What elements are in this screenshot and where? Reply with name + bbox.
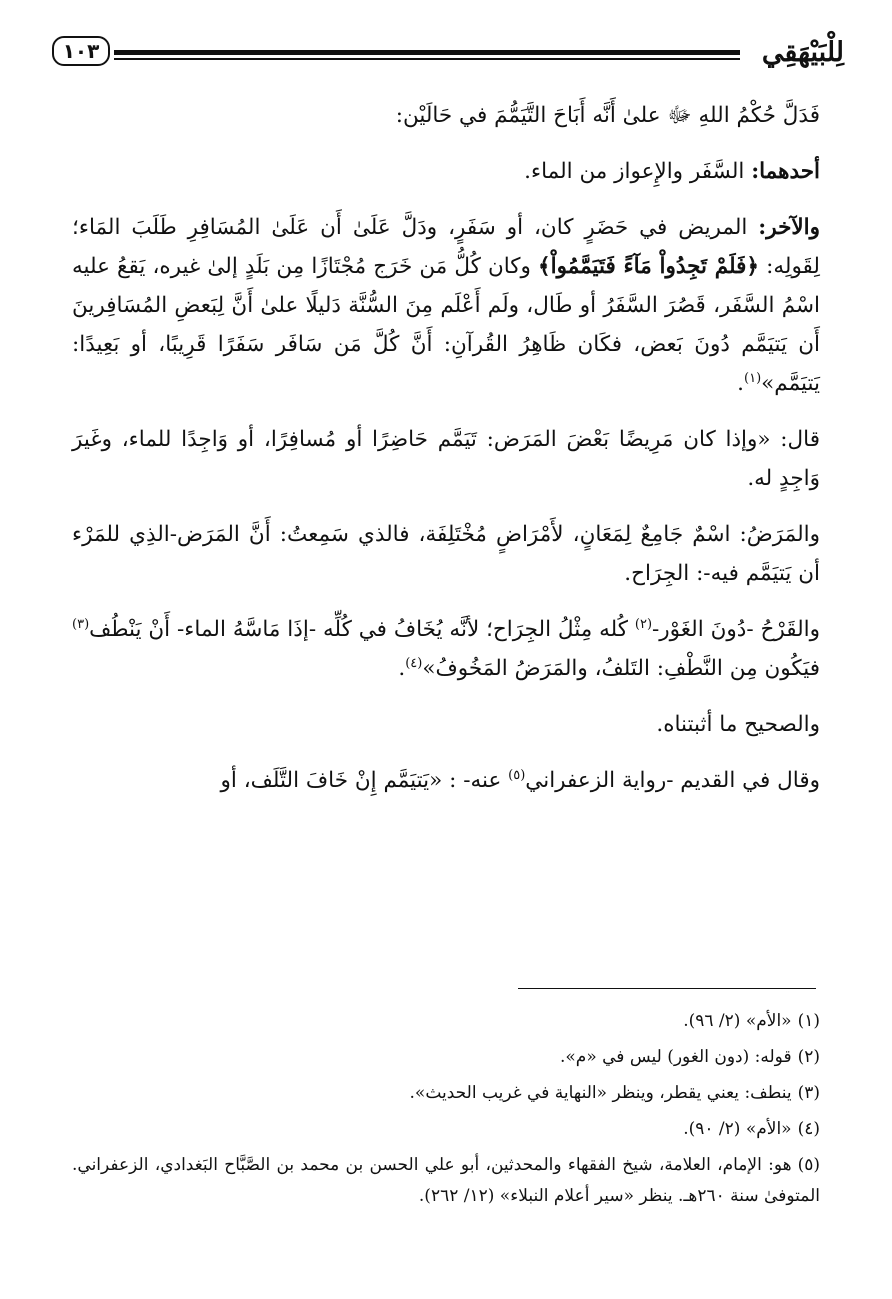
footnote-separator (518, 988, 816, 989)
paragraph-7 (72, 705, 820, 744)
paragraph-7-text: والصحيح ما أثبتناه. (656, 712, 820, 737)
paragraph-8-text-a: وقال في القديم -رواية الزعفراني (525, 768, 820, 793)
paragraph-4 (72, 420, 820, 498)
paragraph-6-text-a: والقَرْحُ -دُونَ الغَوْر- (652, 617, 820, 642)
header-rule-thick (114, 50, 740, 55)
footnote-1 (72, 1006, 820, 1037)
paragraph-2-lead: أحدهما: (751, 159, 820, 184)
footnotes (72, 1006, 820, 1217)
footnote-text: هو: الإمام، العلامة، شيخ الفقهاء والمحدثين، أبو علي الحسن بن محمد بن الصَّبَّاح البَغدادي، الزعفراني. المتوفىٰ سنة ٢٦٠هـ. ينظر «سير أعلام النبلاء» (١٢/ ٢٦٢). (72, 1155, 820, 1206)
paragraph-2-text: السَّفَر والإِعواز من الماء. (524, 159, 752, 184)
header-title: لِلْبَيْهَقِي (761, 37, 844, 68)
footnote-text: قوله: (دون الغور) ليس في «م». (559, 1047, 792, 1067)
header-rule (114, 50, 740, 60)
footnote-text: ينطف: يعني يقطر، وينظر «النهاية في غريب الحديث». (409, 1083, 792, 1103)
paragraph-3 (72, 208, 820, 403)
main-text (72, 96, 820, 817)
footnote-ref-2[interactable]: (٢) (634, 616, 653, 632)
footnote-3 (72, 1078, 820, 1109)
paragraph-2 (72, 152, 820, 191)
paragraph-6 (72, 610, 820, 688)
paragraph-8 (72, 761, 820, 800)
header-rule-thin (114, 58, 740, 60)
footnote-text: «الأم» (٢/ ٩٠). (683, 1119, 792, 1139)
footnote-5 (72, 1150, 820, 1212)
footnote-text: «الأم» (٢/ ٩٦). (683, 1011, 792, 1031)
footnote-2 (72, 1042, 820, 1073)
paragraph-8-text-b: عنه- : «يَتيَمَّم إِنْ خَافَ التَّلَف، أو (220, 768, 509, 793)
paragraph-1-text: فَدَلَّ حُكْمُ اللهِ ﷻ علىٰ أَنَّه أَبَاحَ التَّيَمُّمَ في حَالَيْن: (395, 103, 820, 128)
footnote-number: (٣) (797, 1083, 820, 1103)
paragraph-5 (72, 515, 820, 593)
paragraph-3-text-a: المريض في حَضَرٍ كان، أو سَفَرٍ، ودَلَّ عَلَىٰ أَن عَلَىٰ المُسَافِرِ طَلَبَ المَاء؛ لِقَولِه: (72, 215, 820, 279)
footnote-number: (٢) (797, 1047, 820, 1067)
quran-verse: ﴿فَلَمْ تَجِدُواْ مَآءً فَتَيَمَّمُواْ﴾ (538, 254, 760, 279)
paragraph-6-text-c: فيَكُون مِن النَّطْفِ: التَلفُ، والمَرَضُ المَخُوفُ» (422, 656, 820, 681)
footnote-number: (٥) (797, 1155, 820, 1175)
footnote-ref-4[interactable]: (٤) (405, 655, 423, 671)
paragraph-4-text: قال: «وإذا كان مَرِيضًا بَعْضَ المَرَض: تَيَمَّم حَاضِرًا أو مُسافِرًا، أو وَاجِدًا للماء، وغَيرَ وَاجِدٍ له. (72, 427, 820, 491)
paragraph-6-end: . (398, 656, 406, 681)
footnote-4 (72, 1114, 820, 1145)
footnote-ref-3[interactable]: (٣) (72, 616, 90, 632)
footnote-ref-1[interactable]: (١) (744, 370, 762, 386)
paragraph-3-end: . (737, 371, 744, 396)
paragraph-1 (72, 96, 820, 135)
page-number: ١٠٣ (52, 36, 110, 66)
paragraph-3-text-b: وكان كُلُّ مَن خَرَج مُجْتَازًا مِن بَلَدٍ إلىٰ غيره، يَقعُ عليه اسْمُ السَّفَر، قَصُرَ السَّفَرُ أو طَال، ولَم أَعْلَم مِنَ السُّنَّة دَليلًا علىٰ أَنَّ لِبَعضِ المُسَافِرينَ أَن يَتيَمَّم دُونَ بَعض، فكَان ظَاهِرُ القُرآنِ: أَنَّ كُلَّ مَن سَافَر سَفَرًا قَرِيبًا، أو بَعِيدًا: يَتيَمَّم» (72, 254, 820, 396)
paragraph-6-text-b: كُله مِثْلُ الجِرَاح؛ لأنَّه يُخَافُ في كُلِّه -إذَا مَاسَّهُ الماء- أَنْ يَنْطُف (89, 617, 635, 642)
paragraph-5-text: والمَرَضُ: اسْمٌ جَامِعٌ لِمَعَانٍ، لأَمْرَاضٍ مُخْتَلِفَة، فالذي سَمِعتُ: أَنَّ المَرَض-الذِي للمَرْء أن يَتيَمَّم فيه-: الجِرَاح. (72, 522, 820, 586)
running-header (52, 28, 844, 78)
footnote-number: (١) (797, 1011, 820, 1031)
footnote-ref-5[interactable]: (٥) (508, 767, 526, 783)
paragraph-3-lead: والآخر: (758, 215, 820, 240)
footnote-number: (٤) (797, 1119, 820, 1139)
